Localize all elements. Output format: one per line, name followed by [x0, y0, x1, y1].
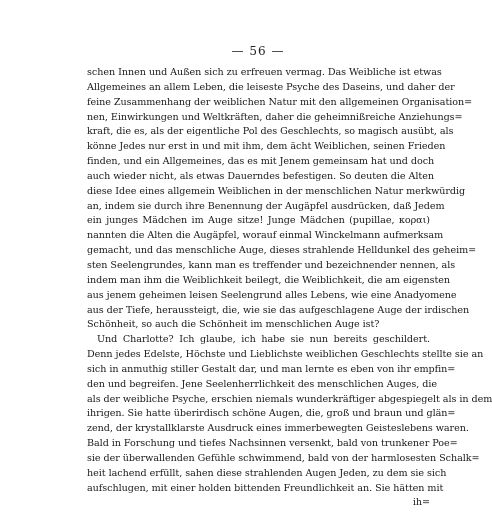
text-line: auch wieder nicht, als etwas Dauerndes befestigen. So deuten die Alten [87, 170, 434, 182]
text-line: Bald in Forschung und tiefes Nachsinnen versenkt, bald von trunkener Poe= [87, 438, 458, 450]
text-line: zend, der krystallklarste Ausdruck eines immerbewegten Geisteslebens waren. [87, 423, 469, 435]
text-line: aufschlugen, mit einer holden bittenden Freundlichkeit an. Sie hätten mit [87, 482, 444, 494]
text-line: finden, und ein Allgemeines, das es mit Jenem gemeinsam hat und doch [87, 156, 435, 168]
text-line: Denn jedes Edelste, Höchste und Lieblichste weiblichen Geschlechts stellte sie an [87, 349, 484, 361]
text-line: Und Charlotte? Ich glaube, ich habe sie nun bereits geschildert. [97, 334, 430, 346]
catchword: ih= [412, 497, 430, 509]
text-line: ein junges Mädchen im Auge sitze! Junge Mädchen (pupillae, κοραι) [87, 215, 430, 227]
text-line: aus der Tiefe, heraussteigt, die, wie sie das aufgeschlagene Auge der irdischen [87, 304, 470, 316]
text-line: indem man ihm die Weiblichkeit beilegt, die Weiblichkeit, die am eigensten [87, 274, 451, 286]
text-line: heit lachend erfüllt, sahen diese strahlenden Augen Jeden, zu dem sie sich [87, 467, 447, 479]
text-line: den und begreifen. Jene Seelenherrlichkeit des menschlichen Auges, die [87, 378, 438, 390]
text-line: nannten die Alten die Augäpfel, worauf einmal Winckelmann aufmerksam [87, 230, 444, 242]
text-line: gemacht, und das menschliche Auge, dieses strahlende Helldunkel des geheim= [87, 245, 477, 257]
text-line: nen, Einwirkungen und Weltkräften, daher die geheimnißreiche Anziehungs= [87, 111, 463, 123]
text-line: sten Seelengrundes, kann man es treffender und bezeichnender nennen, als [87, 259, 456, 271]
text-line: kraft, die es, als der eigentliche Pol des Geschlechts, so magisch ausübt, als [87, 126, 454, 138]
page-number-header: — 56 — [231, 44, 285, 58]
text-line: diese Idee eines allgemein Weiblichen in der menschlichen Natur merkwürdig [87, 185, 466, 197]
text-line: als der weibliche Psyche, erschien niemals wunderkräftiger abgespiegelt als in dem [87, 393, 492, 405]
text-line: sie der überwallenden Gefühle schwimmend, bald von der harmlosesten Schalk= [87, 452, 480, 464]
text-line: könne Jedes nur erst in und mit ihm, dem ächt Weiblichen, seinen Frieden [87, 141, 446, 153]
text-line: schen Innen und Außen sich zu erfreuen vermag. Das Weibliche ist etwas [87, 67, 442, 78]
text-line: Allgemeines an allem Leben, die leiseste Psyche des Daseins, und daher der [87, 81, 455, 93]
text-line: ihrigen. Sie hatte überirdisch schöne Augen, die, groß und braun und glän= [87, 408, 456, 420]
text-line: aus jenem geheimen leisen Seelengrund alles Lebens, wie eine Anadyomene [87, 289, 457, 301]
text-line: sich in anmuthig stiller Gestalt dar, und man lernte es eben von ihr empfin= [87, 363, 456, 375]
body-text [87, 66, 492, 511]
text-line: Schönheit, so auch die Schönheit im menschlichen Auge ist? [87, 319, 380, 331]
text-line: feine Zusammenhang der weiblichen Natur mit den allgemeinen Organisation= [87, 96, 473, 108]
text-line: an, indem sie durch ihre Benennung der Augäpfel ausdrücken, daß Jedem [87, 200, 445, 212]
